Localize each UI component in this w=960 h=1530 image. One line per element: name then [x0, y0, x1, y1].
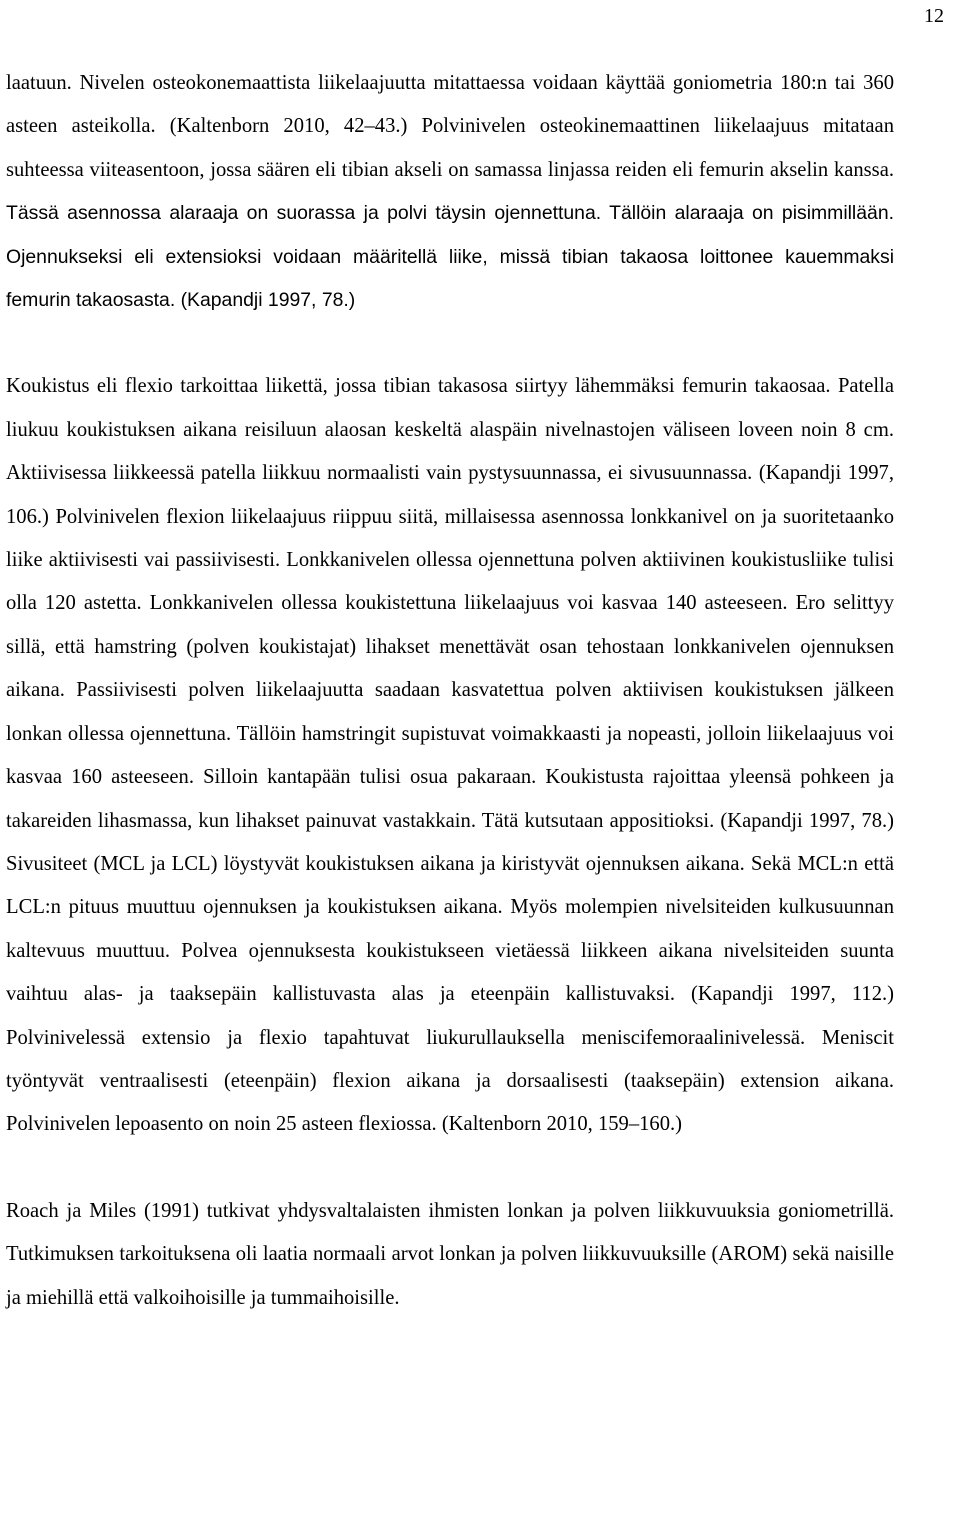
document-body: [6, 62, 894, 1320]
paragraph-study-roach-miles: [6, 1190, 894, 1320]
paragraph-text: Koukistus eli flexio tarkoittaa liikettä, jossa tibian takasosa siirtyy lähemmäksi femurin takaosaa. Patella liukuu koukistuksen aikana reisiluun alaosan keskeltä alaspäin nivelnastojen väliseen loveen noin 8 cm. Aktiivisessa liikkeessä patella liikkuu normaalisti vain pystysuunnassa, ei sivusuunnassa. (Kapandji 1997, 106.) Polvinivelen flexion liikelaajuus riippuu siitä, millaisessa asennossa lonkkanivel on ja suoritetaanko liike aktiivisesti vai passiivisesti. Lonkkanivelen ollessa ojennettuna polven aktiivinen koukistusliike tulisi olla 120 astetta. Lonkkanivelen ollessa koukistettuna liikelaajuus voi kasvaa 140 asteeseen. Ero selittyy sillä, että hamstring (polven koukistajat) lihakset menettävät osan tehostaan lonkkanivelen ojennuksen aikana. Passiivisesti polven liikelaajuutta saadaan kasvatettua polven aktiivisen koukistuksen jälkeen lonkan ollessa ojennettuna. Tällöin hamstringit supistuvat voimakkaasti ja nopeasti, jolloin liikelaajuus voi kasvaa 160 asteeseen. Silloin kantapään tulisi osua pakaraan. Koukistusta rajoittaa yleensä pohkeen ja takareiden lihasmassa, kun lihakset painuvat vastakkain. Tätä kutsutaan appositioksi. (Kapandji 1997, 78.) Sivusiteet (MCL ja LCL) löystyvät koukistuksen aikana ja kiristyvät ojennuksen aikana. Sekä MCL:n että LCL:n pituus muuttuu ojennuksen ja koukistuksen aikana. Myös molempien nivelsiteiden kulkusuunnan kaltevuus muuttuu. Polvea ojennuksesta koukistukseen vietäessä liikkeen aikana nivelsiteiden suunta vaihtuu alas- ja taaksepäin kallistuvasta alas ja eteenpäin kallistuvaksi. (Kapandji 1997, 112.) Polvinivelessä extensio ja flexio tapahtuvat liukurullauksella meniscifemoraalinivelessä. Meniscit työntyvät ventraalisesti (eteenpäin) flexion aikana ja dorsaalisesti (taaksepäin) extension aikana. Polvinivelen lepoasento on noin 25 asteen flexiossa. (Kaltenborn 2010, 159–160.): [6, 375, 894, 1136]
paragraph-text: laatuun. Nivelen osteokonemaattista liikelaajuutta mitattaessa voidaan käyttää goniometria 180:n tai 360 asteen asteikolla. (Kaltenborn 2010, 42–43.) Polvinivelen osteokinemaattinen liikelaajuus mitataan suhteessa viiteasentoon, jossa säären eli tibian akseli on samassa linjassa reiden eli femurin akselin kanssa.: [6, 72, 894, 181]
paragraph-text-sans: Tässä asennossa alaraaja on suorassa ja polvi täysin ojennettuna. Tällöin alaraaja on pisimmillään. Ojennukseksi eli extensioksi voidaan määritellä liike, missä tibian takaosa loittonee kauemmaksi femurin takaosasta. (Kapandji 1997, 78.): [6, 202, 894, 312]
paragraph-text: Roach ja Miles (1991) tutkivat yhdysvaltalaisten ihmisten lonkan ja polven liikkuvuuksia goniometrillä. Tutkimuksen tarkoituksena oli laatia normaali arvot lonkan ja polven liikkuvuuksille (AROM) sekä naisille ja miehillä että valkoihoisille ja tummaihoisille.: [6, 1199, 894, 1309]
paragraph-knee-flexion: [6, 365, 894, 1146]
page-number: 12: [924, 5, 944, 27]
paragraph-knee-extension: [6, 62, 894, 322]
